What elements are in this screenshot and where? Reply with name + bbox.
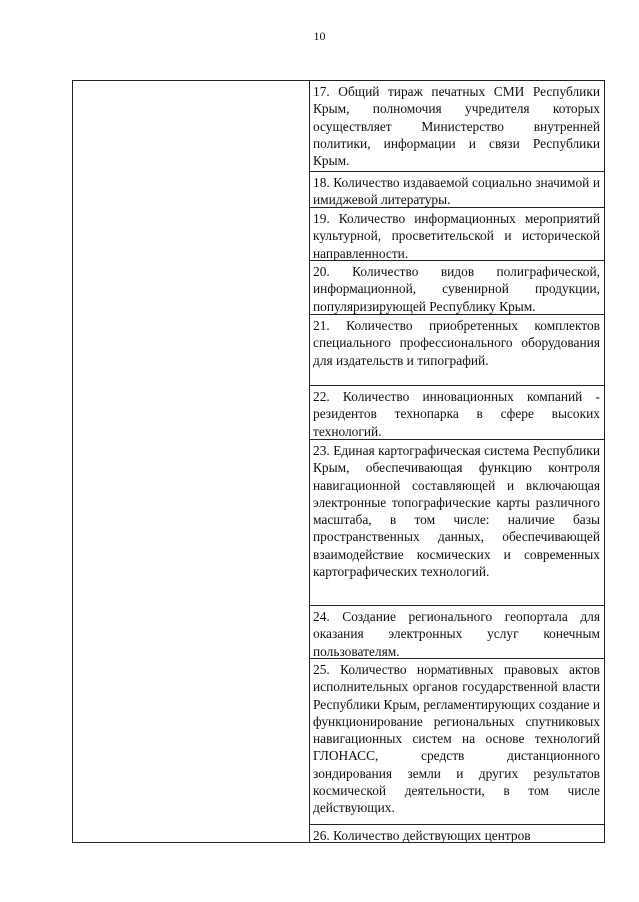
- indicator-item-22: 22. Количество инновационных компаний - резидентов технопарка в сфере высоких технологий.: [310, 386, 604, 440]
- indicator-item-18: 18. Количество издаваемой социально значимой и имиджевой литературы.: [310, 172, 604, 208]
- indicator-item-23: 23. Единая картографическая система Республики Крым, обеспечивающая функцию контроля навигационной составляющей и включающая электронные топографические карты различного масштаба, в том числе: наличие базы пространственных данных, обеспечивающей взаимодействие космических и современных картографических технологий.: [310, 440, 604, 606]
- indicator-item-21: 21. Количество приобретенных комплектов специального профессионального оборудования для издательств и типографий.: [310, 315, 604, 386]
- indicators-table: [72, 80, 605, 843]
- indicator-item-17: 17. Общий тираж печатных СМИ Республики Крым, полномочия учредителя которых осуществляет Министерство внутренней политики, информации и связи Республики Крым.: [310, 81, 604, 172]
- indicator-item-24: 24. Создание регионального геопортала для оказания электронных услуг конечным пользователям.: [310, 606, 604, 659]
- indicator-item-19: 19. Количество информационных мероприятий культурной, просветительской и исторической направленности.: [310, 208, 604, 261]
- table-left-cell: [73, 81, 310, 842]
- page-number: 10: [313, 29, 326, 43]
- indicator-item-20: 20. Количество видов полиграфической, информационной, сувенирной продукции, популяризирующей Республику Крым.: [310, 261, 604, 315]
- indicator-item-26: 26. Количество действующих центров: [313, 828, 531, 843]
- indicator-item-25: 25. Количество нормативных правовых актов исполнительных органов государственной власти Республики Крым, регламентирующих создание и функционирование региональных спутниковых навигационных систем на основе технологий ГЛОНАСС, средств дистанционного зондирования земли и других результатов космической деятельности, в том числе действующих.: [310, 659, 604, 825]
- table-right-cell: [310, 81, 604, 842]
